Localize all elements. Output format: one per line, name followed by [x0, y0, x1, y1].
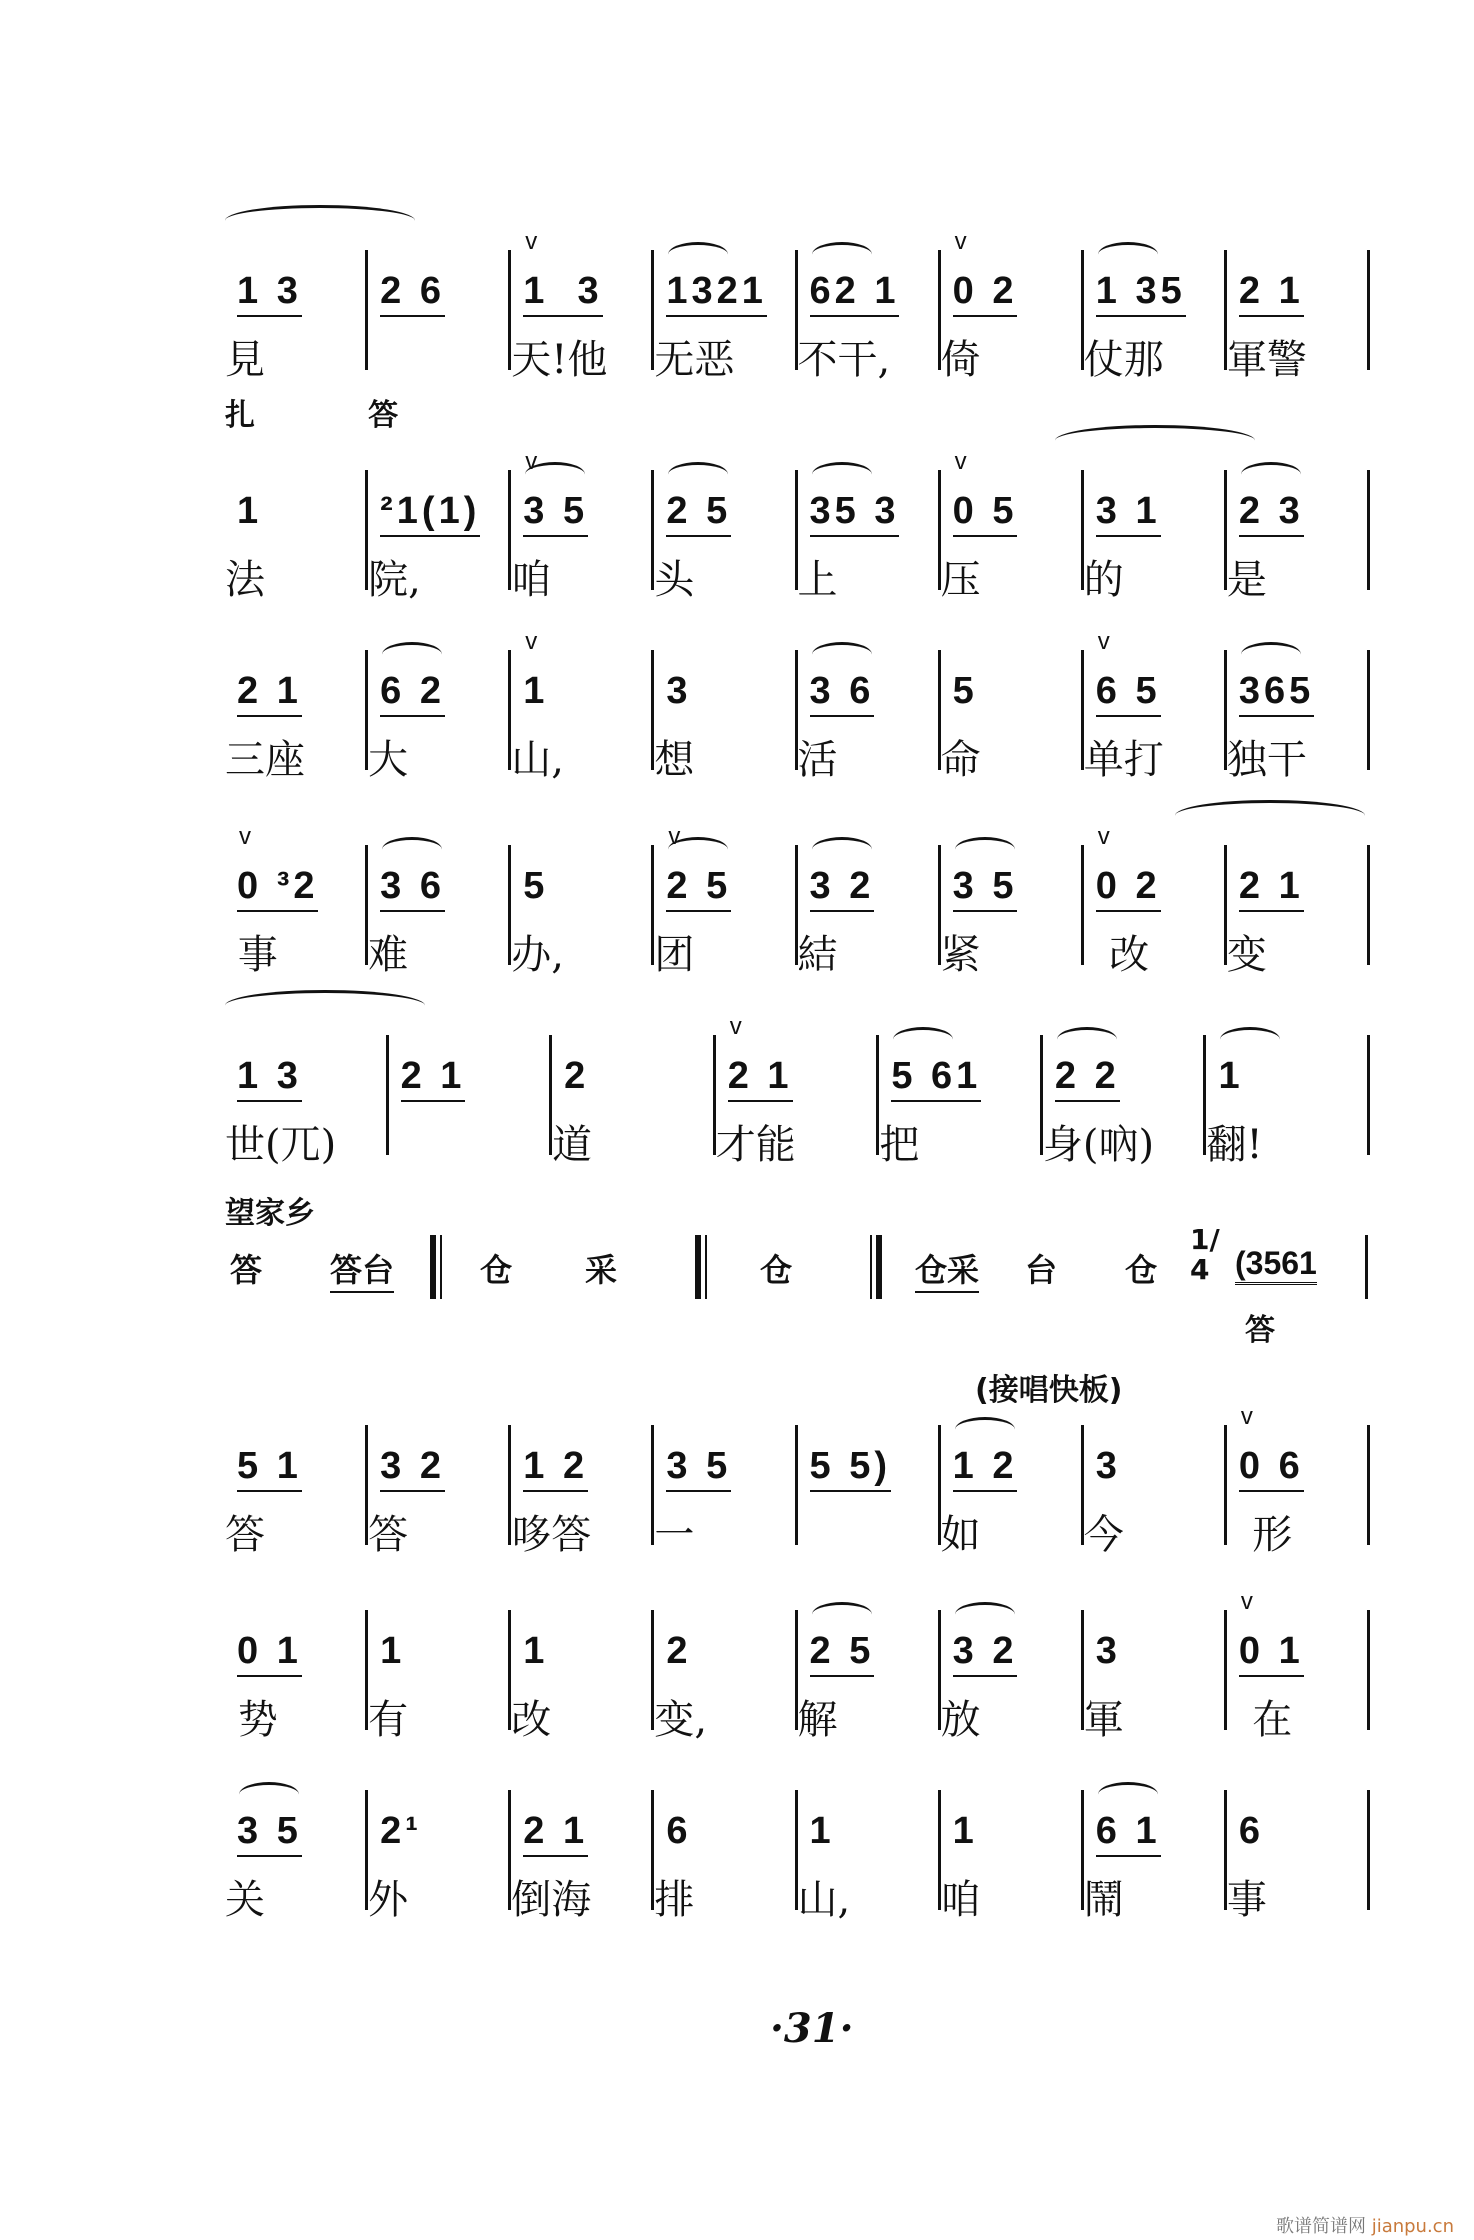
measure	[798, 1425, 941, 1545]
phrase-slur	[1055, 425, 1255, 456]
lyric: 事	[1226, 1877, 1267, 1923]
page-number: ·31·	[770, 2005, 854, 2052]
lyric: 势	[225, 1697, 278, 1743]
measure	[797, 1610, 941, 1743]
measure	[797, 1790, 941, 1923]
measure	[511, 1790, 654, 1923]
measure	[368, 1790, 511, 1923]
lyric: 倒海	[511, 1877, 592, 1923]
lyric: 难	[368, 932, 409, 978]
notes: 6 1	[1096, 1810, 1161, 1857]
lyric: 三座	[225, 737, 305, 783]
lyric: 把	[879, 1122, 920, 1168]
notes: 1	[523, 1630, 549, 1672]
measure	[1083, 628, 1227, 783]
notes: 3 6	[380, 865, 445, 912]
breath-mark-icon: v	[954, 448, 967, 475]
measure	[389, 1035, 553, 1155]
notes: 0 ³2	[237, 865, 318, 912]
notes: 0 1	[1239, 1630, 1304, 1677]
notes: 3 5	[523, 490, 588, 537]
percussion-line	[225, 1223, 1370, 1348]
measure	[715, 1013, 880, 1168]
notes: 5 1	[237, 1445, 302, 1492]
measure	[368, 1425, 511, 1558]
measure	[654, 1610, 797, 1743]
slur-mark	[1057, 1027, 1117, 1052]
slur-mark	[812, 242, 872, 267]
notes: 2 5	[666, 490, 731, 537]
measure	[1226, 845, 1370, 978]
watermark	[1276, 2212, 1454, 2238]
measure	[511, 228, 654, 383]
lyric: 团	[654, 932, 695, 978]
measure	[654, 1790, 797, 1923]
notes: 2 1	[523, 1810, 588, 1857]
measure	[511, 628, 654, 783]
notes: 2¹	[380, 1810, 422, 1852]
slur-mark	[812, 1602, 872, 1627]
notes: 5	[952, 670, 978, 712]
measure	[1226, 1588, 1370, 1743]
slur-mark	[955, 837, 1015, 862]
measure	[1226, 650, 1370, 783]
lyric: 世(兀)	[225, 1122, 337, 1168]
measure	[1042, 1035, 1207, 1168]
notes: 1	[1218, 1055, 1244, 1097]
breath-mark-icon: v	[954, 228, 967, 255]
notes: 62 1	[810, 270, 900, 317]
slur-mark	[382, 642, 442, 667]
notes: 3	[666, 670, 692, 712]
notes: 1 3	[237, 1055, 302, 1102]
watermark-en: jianpu.cn	[1371, 2216, 1454, 2237]
notes: 3 5	[666, 1445, 731, 1492]
measure	[1226, 1790, 1370, 1923]
lyric: 軍	[1083, 1697, 1124, 1743]
notes: 6 2	[380, 670, 445, 717]
notes: 5 61	[891, 1055, 981, 1102]
notes: 1	[380, 1630, 406, 1672]
lyric: 是	[1226, 557, 1267, 603]
slur-mark	[382, 837, 442, 862]
percussion-item: 仓	[760, 1251, 793, 1289]
percussion-item: 仓	[480, 1251, 513, 1289]
lyric: 变,	[654, 1697, 708, 1743]
measure	[879, 1035, 1043, 1168]
bar-line	[1365, 1235, 1368, 1299]
lyric: 結	[797, 932, 838, 978]
notes: 1321	[666, 270, 767, 317]
slur-mark	[668, 837, 728, 862]
lyric: 軍警	[1226, 337, 1307, 383]
time-signature: 1/4	[1190, 1223, 1220, 1286]
measure	[368, 470, 511, 603]
notes: 0 2	[1096, 865, 1161, 912]
repeat-end-bar	[870, 1235, 882, 1299]
measure	[368, 845, 511, 978]
measure	[654, 650, 797, 783]
measure	[1083, 470, 1227, 603]
lyric: 才能	[715, 1122, 796, 1168]
notes: 365	[1239, 670, 1314, 717]
notes: 0 1	[237, 1630, 302, 1677]
score-row	[225, 823, 1370, 978]
lyric: 大	[368, 737, 409, 783]
score-row	[225, 228, 1370, 433]
notes: 2 1	[401, 1055, 466, 1102]
measure	[940, 448, 1084, 603]
notes: 1 3	[523, 270, 602, 317]
lyric: 道	[552, 1122, 593, 1168]
lyric: 的	[1083, 557, 1124, 603]
notes: 1 35	[1096, 270, 1186, 317]
notes: 2 6	[380, 270, 445, 317]
measure	[225, 1425, 368, 1558]
lyric: 独干	[1226, 737, 1307, 783]
lyric: 有	[368, 1697, 409, 1743]
measure	[797, 250, 941, 383]
measure	[1083, 1425, 1227, 1558]
lyric: 放	[940, 1697, 981, 1743]
score-row	[225, 1790, 1370, 1923]
slur-mark	[239, 1782, 299, 1807]
measure	[797, 470, 941, 603]
lyric: 单打	[1083, 737, 1164, 783]
intro-notes: (3561	[1235, 1245, 1317, 1285]
lyric: 見	[225, 337, 265, 383]
slur-mark	[1098, 1782, 1158, 1807]
measure	[225, 470, 368, 603]
notes: 3 5	[237, 1810, 302, 1857]
measure	[654, 823, 797, 978]
percussion-item: 答台	[330, 1245, 394, 1293]
measure	[940, 845, 1084, 978]
percussion-item: 仓	[1125, 1251, 1158, 1289]
measure	[511, 1610, 654, 1743]
lyric: 天!他	[511, 337, 608, 383]
measure	[225, 823, 368, 978]
measure	[225, 1790, 368, 1923]
measure	[1083, 1610, 1227, 1743]
measure	[368, 650, 511, 783]
breath-mark-icon: v	[1240, 1403, 1253, 1430]
measure	[511, 448, 654, 603]
lyric: 想	[654, 737, 695, 783]
breath-mark-icon: v	[668, 823, 681, 850]
notes: 2 3	[1239, 490, 1304, 537]
notes: 3 1	[1096, 490, 1161, 537]
phrase-slur	[225, 205, 415, 236]
measure	[940, 1425, 1084, 1558]
lyric: 仗那	[1083, 337, 1164, 383]
notes: 3 2	[380, 1445, 445, 1492]
breath-mark-icon: v	[1097, 823, 1110, 850]
measure	[940, 228, 1084, 383]
lyric: 不干,	[797, 337, 891, 383]
notes: 3 6	[810, 670, 875, 717]
lyric: 关	[225, 1877, 265, 1923]
breath-mark-icon: v	[525, 228, 538, 255]
breath-mark-icon: v	[1097, 628, 1110, 655]
percussion-item: 答	[230, 1251, 263, 1289]
notes: 0 2	[953, 270, 1018, 317]
notes: 35 3	[810, 490, 900, 537]
lyric: 答	[368, 1512, 409, 1558]
lyric: 活	[797, 737, 838, 783]
lyric: 鬧	[1083, 1877, 1124, 1923]
measure	[1083, 823, 1227, 978]
slur-mark	[955, 1602, 1015, 1627]
measure	[225, 650, 368, 783]
percussion-syllable: 答	[368, 398, 399, 433]
notes: 6 5	[1096, 670, 1161, 717]
measure	[1226, 1403, 1370, 1558]
lyric: 山,	[511, 737, 564, 783]
lyric: 身(吶)	[1042, 1122, 1155, 1168]
notes: 3 2	[810, 865, 875, 912]
notes: 1	[237, 490, 263, 532]
slur-mark	[668, 462, 728, 487]
percussion-item: 采	[585, 1251, 618, 1289]
lyric: 压	[940, 557, 981, 603]
slur-mark	[812, 837, 872, 862]
lyric: 变	[1226, 932, 1267, 978]
measure	[940, 1790, 1084, 1923]
lyric: 山,	[797, 1877, 851, 1923]
notes: 2 1	[1239, 270, 1304, 317]
notes: 1 3	[237, 270, 302, 317]
lyric: 排	[654, 1877, 695, 1923]
percussion-label: 望家乡	[225, 1196, 315, 1231]
notes: 3	[1095, 1445, 1121, 1487]
measure	[654, 470, 797, 603]
lyric: 在	[1226, 1697, 1293, 1743]
lyric: 形	[1226, 1512, 1293, 1558]
measure	[225, 250, 368, 433]
measure	[511, 845, 654, 978]
measure	[1226, 470, 1370, 603]
measure	[654, 1425, 797, 1558]
lyric: 答	[225, 1512, 265, 1558]
lyric: 院,	[368, 557, 421, 603]
measure	[797, 845, 941, 978]
lyric: 如	[940, 1512, 981, 1558]
lyric: 改	[511, 1697, 552, 1743]
notes: ²1(1)	[380, 490, 480, 537]
lyric: 外	[368, 1877, 409, 1923]
measure	[940, 1610, 1084, 1743]
notes: 6	[666, 1810, 692, 1852]
notes: 2 2	[1055, 1055, 1120, 1102]
notes: 1	[952, 1810, 978, 1852]
score-row	[225, 448, 1370, 603]
repeat-bar	[695, 1235, 707, 1299]
notes: 1	[809, 1810, 835, 1852]
breath-mark-icon: v	[239, 823, 251, 850]
notes: 5 5)	[810, 1445, 891, 1492]
slur-mark	[1220, 1027, 1280, 1052]
measure	[1083, 250, 1227, 383]
percussion-item: 台	[1025, 1251, 1058, 1289]
lyric: 事	[225, 932, 278, 978]
measure	[940, 650, 1084, 783]
notes: 2	[564, 1055, 590, 1097]
slur-mark	[893, 1027, 953, 1052]
repeat-start-bar	[430, 1235, 442, 1299]
breath-mark-icon: v	[729, 1013, 742, 1040]
breath-mark-icon: v	[1240, 1588, 1253, 1615]
measure	[368, 250, 511, 433]
slur-mark	[812, 462, 872, 487]
notes: 2 5	[666, 865, 731, 912]
score-row	[225, 1013, 1370, 1168]
notes: 1 2	[523, 1445, 588, 1492]
notes: 5	[523, 865, 549, 907]
notes: 2 1	[237, 670, 302, 717]
measure	[1083, 1790, 1227, 1923]
notes: 2	[666, 1630, 692, 1672]
lyric: 改	[1083, 932, 1150, 978]
measure	[1226, 250, 1370, 383]
notes: 0 6	[1239, 1445, 1304, 1492]
lyric: 无恶	[654, 337, 735, 383]
lyric: 法	[225, 557, 265, 603]
measure	[654, 250, 797, 383]
measure	[1206, 1035, 1370, 1168]
phrase-slur	[225, 990, 425, 1021]
lyric: 解	[797, 1697, 838, 1743]
notes: 6	[1238, 1810, 1265, 1852]
notes: 3 5	[953, 865, 1018, 912]
notes: 1	[523, 670, 549, 712]
notes: 3	[1095, 1630, 1121, 1672]
tempo-marking: (接唱快板)	[975, 1373, 1123, 1408]
lyric: 命	[940, 737, 981, 783]
lyric: 咱	[940, 1877, 981, 1923]
measure	[511, 1425, 654, 1558]
breath-mark-icon: v	[525, 628, 538, 655]
lyric: 头	[654, 557, 695, 603]
breath-mark-icon: v	[525, 448, 538, 475]
watermark-cn: 歌谱简谱网	[1275, 2216, 1366, 2237]
slur-mark	[1241, 642, 1301, 667]
slur-mark	[812, 642, 872, 667]
slur-mark	[525, 462, 585, 487]
lyric: 倚	[940, 337, 981, 383]
slur-mark	[955, 1417, 1015, 1442]
lyric: 紧	[940, 932, 981, 978]
lyric: 今	[1083, 1512, 1124, 1558]
measure	[225, 1035, 389, 1168]
notes: 3 2	[953, 1630, 1018, 1677]
percussion-syllable: 扎	[225, 398, 255, 433]
lyric: 咱	[511, 557, 552, 603]
percussion-below: 答	[1245, 1313, 1275, 1348]
score-row	[225, 1588, 1370, 1743]
slur-mark	[1241, 462, 1301, 487]
notes: 1 2	[953, 1445, 1018, 1492]
lyric: 一	[654, 1512, 695, 1558]
lyric: 翻!	[1206, 1122, 1263, 1168]
lyric: 办,	[511, 932, 564, 978]
score-row	[225, 628, 1370, 783]
phrase-slur	[1175, 800, 1365, 831]
notes: 2 1	[728, 1055, 793, 1102]
notes: 0 5	[953, 490, 1018, 537]
lyric: 哆答	[511, 1512, 592, 1558]
notes: 2 1	[1239, 865, 1304, 912]
measure	[368, 1610, 511, 1743]
slur-mark	[668, 242, 728, 267]
measure	[552, 1035, 716, 1168]
slur-mark	[1098, 242, 1158, 267]
notes: 2 5	[810, 1630, 875, 1677]
measure	[797, 650, 941, 783]
score-row	[225, 1403, 1370, 1558]
lyric: 上	[797, 557, 838, 603]
measure	[225, 1610, 368, 1743]
percussion-item: 仓采	[915, 1245, 979, 1293]
